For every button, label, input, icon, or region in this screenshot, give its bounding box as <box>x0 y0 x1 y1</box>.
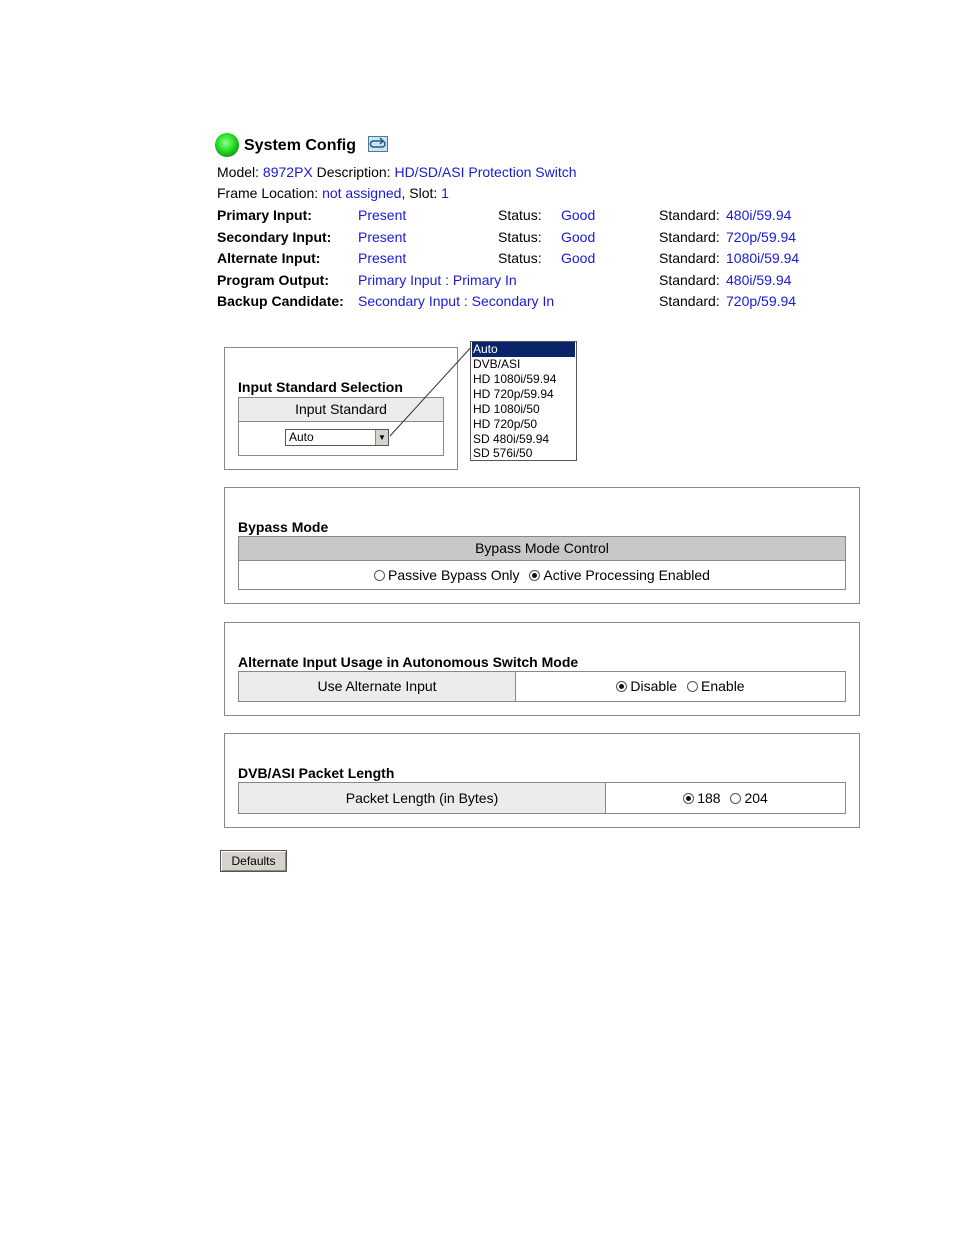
primary-standard-label: Standard: <box>659 207 720 223</box>
radio-icon[interactable] <box>687 681 698 692</box>
frame-location-value: not assigned <box>322 185 402 201</box>
chevron-down-icon[interactable]: ▼ <box>375 430 388 445</box>
dropdown-option[interactable]: HD 1080i/50 <box>473 402 540 416</box>
radio-icon[interactable] <box>730 793 741 804</box>
active-processing-label: Active Processing Enabled <box>543 567 710 583</box>
enable-option[interactable] <box>687 678 745 694</box>
secondary-status-value: Good <box>561 229 596 245</box>
input-standard-dropdown-list <box>470 341 577 461</box>
dropdown-option[interactable]: HD 720p/50 <box>473 417 538 431</box>
primary-input-label: Primary Input: <box>217 207 312 223</box>
radio-selected-icon[interactable] <box>529 570 540 581</box>
input-standard-header: Input Standard <box>239 398 443 422</box>
packet-length-table <box>238 782 846 814</box>
dropdown-option[interactable]: Auto <box>472 342 575 357</box>
input-standard-select[interactable]: Auto <box>285 429 389 446</box>
disable-label: Disable <box>630 678 678 694</box>
slot-value: 1 <box>441 185 449 201</box>
primary-input-value: Present <box>358 207 407 223</box>
alternate-standard-value: 1080i/59.94 <box>726 250 800 266</box>
secondary-status-label: Status: <box>498 229 542 245</box>
model-value: 8972PX <box>262 164 313 180</box>
backup-candidate-value: Secondary Input : Secondary In <box>358 293 555 309</box>
dropdown-option[interactable]: SD 480i/59.94 <box>473 432 550 446</box>
packet-204-label: 204 <box>744 790 768 806</box>
dropdown-option[interactable]: SD 576i/50 <box>473 446 533 460</box>
packet-204-option[interactable] <box>730 790 767 806</box>
bypass-mode-table <box>238 536 846 590</box>
radio-selected-icon[interactable] <box>616 681 627 692</box>
program-standard-value: 480i/59.94 <box>726 272 792 288</box>
dropdown-option[interactable]: DVB/ASI <box>473 357 521 371</box>
radio-icon[interactable] <box>374 570 385 581</box>
bypass-mode-options <box>239 561 845 590</box>
description-label: Description: <box>316 164 391 180</box>
alternate-input-value: Present <box>358 250 407 266</box>
dropdown-option[interactable]: HD 720p/59.94 <box>473 387 554 401</box>
status-indicator-icon <box>215 133 239 157</box>
alternate-input-table <box>238 671 846 702</box>
frame-location-line <box>217 183 449 203</box>
radio-selected-icon[interactable] <box>683 793 694 804</box>
slot-label: , Slot: <box>401 185 438 201</box>
model-label: Model: <box>217 164 260 180</box>
passive-bypass-label: Passive Bypass Only <box>388 567 520 583</box>
passive-bypass-option[interactable] <box>374 567 520 583</box>
alternate-status-label: Status: <box>498 250 542 266</box>
alternate-standard-label: Standard: <box>659 250 720 266</box>
frame-location-label: Frame Location: <box>217 185 319 201</box>
disable-option[interactable] <box>616 678 677 694</box>
alternate-input-title: Alternate Input Usage in Autonomous Switch Mode <box>238 654 579 670</box>
secondary-input-label: Secondary Input: <box>217 229 332 245</box>
input-standard-title: Input Standard Selection <box>238 379 403 395</box>
backup-standard-label: Standard: <box>659 293 720 309</box>
enable-label: Enable <box>701 678 745 694</box>
packet-188-option[interactable] <box>683 790 720 806</box>
backup-standard-value: 720p/59.94 <box>726 293 797 309</box>
bypass-mode-title: Bypass Mode <box>238 519 329 535</box>
program-standard-label: Standard: <box>659 272 720 288</box>
packet-length-title: DVB/ASI Packet Length <box>238 765 395 781</box>
description-value: HD/SD/ASI Protection Switch <box>394 164 577 180</box>
bypass-mode-header: Bypass Mode Control <box>239 537 845 561</box>
defaults-button[interactable]: Defaults <box>220 850 287 872</box>
primary-status-label: Status: <box>498 207 542 223</box>
packet-188-label: 188 <box>697 790 721 806</box>
secondary-standard-label: Standard: <box>659 229 720 245</box>
alternate-input-label: Alternate Input: <box>217 250 321 266</box>
program-output-label: Program Output: <box>217 272 329 288</box>
refresh-icon[interactable] <box>368 136 388 152</box>
backup-candidate-label: Backup Candidate: <box>217 293 344 309</box>
alternate-status-value: Good <box>561 250 596 266</box>
page-title: System Config <box>244 137 357 154</box>
dropdown-option[interactable]: HD 1080i/59.94 <box>473 372 557 386</box>
packet-length-label: Packet Length (in Bytes) <box>239 783 606 813</box>
callout-line <box>388 340 478 440</box>
program-output-value: Primary Input : Primary In <box>358 272 517 288</box>
refresh-arrow-icon <box>369 137 387 151</box>
packet-length-options <box>606 783 845 813</box>
primary-status-value: Good <box>561 207 596 223</box>
primary-standard-value: 480i/59.94 <box>726 207 792 223</box>
model-line <box>217 162 577 182</box>
secondary-input-value: Present <box>358 229 407 245</box>
alternate-input-options <box>516 672 845 701</box>
use-alternate-input-label: Use Alternate Input <box>239 672 516 701</box>
active-processing-option[interactable] <box>529 567 710 583</box>
secondary-standard-value: 720p/59.94 <box>726 229 797 245</box>
